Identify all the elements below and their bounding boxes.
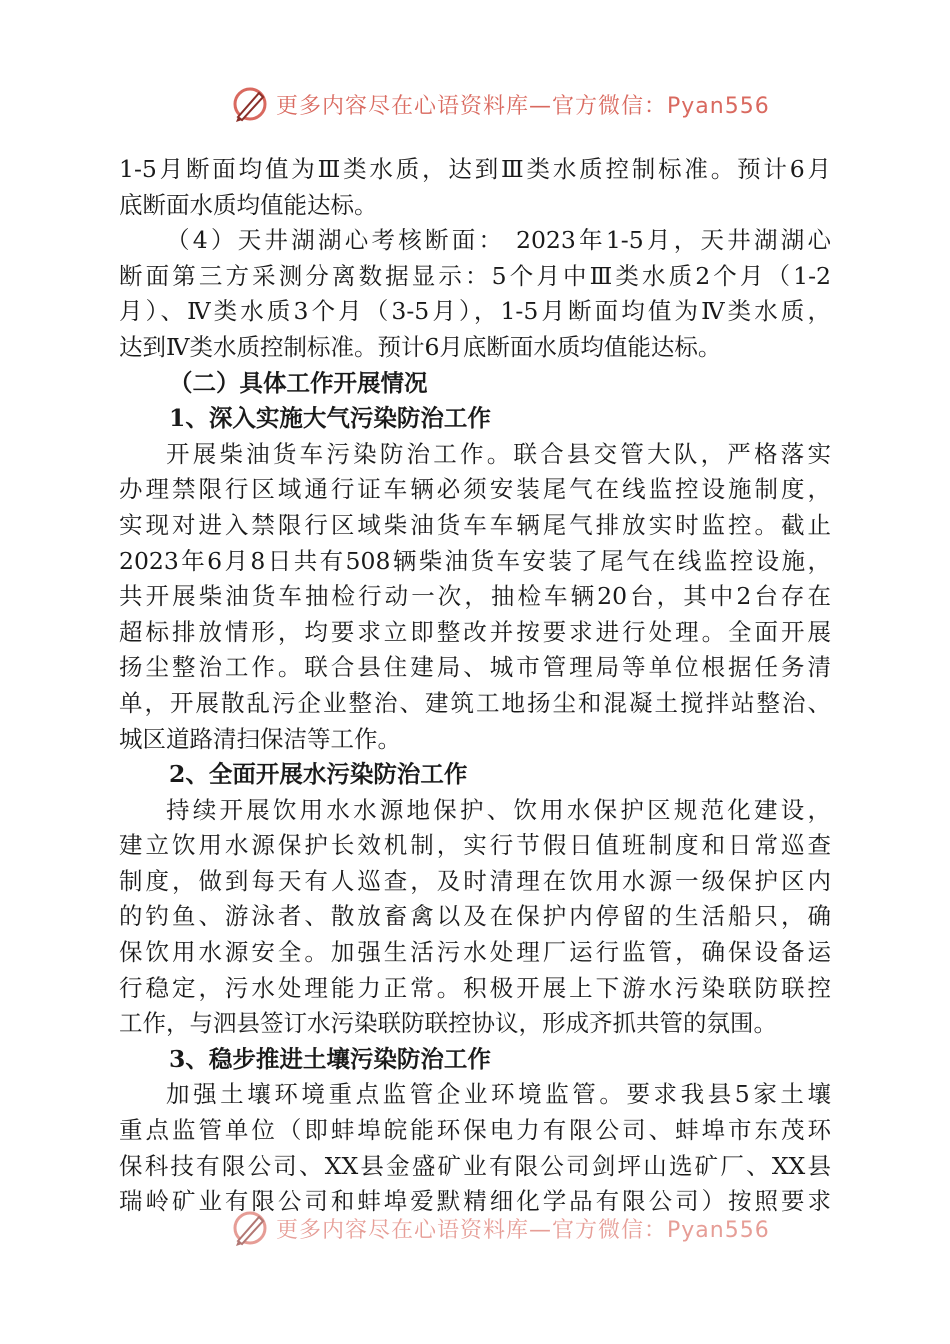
subsection-heading: 1、深入实施大气污染防治工作 xyxy=(169,404,491,433)
paragraph-line: 达到Ⅳ类水质控制标准。预计6月底断面水质均值能达标。 xyxy=(119,332,722,361)
paragraph-line: 开展柴油货车污染防治工作。联合县交管大队，严格落实 xyxy=(166,439,831,468)
paragraph-line: 的钓鱼、游泳者、散放畜禽以及在保护内停留的生活船只，确 xyxy=(119,902,831,931)
watermark-text: 更多内容尽在心语资料库—官方微信：Pyan556 xyxy=(276,1217,770,1243)
paragraph-line: 办理禁限行区域通行证车辆必须安装尾气在线监控设施制度， xyxy=(119,475,831,504)
paragraph-line: 加强土壤环境重点监管企业环境监管。要求我县5家土壤 xyxy=(166,1080,831,1109)
subsection-heading: 3、稳步推进土壤污染防治工作 xyxy=(169,1044,491,1073)
paragraph-line: 共开展柴油货车抽检行动一次，抽检车辆20台，其中2台存在 xyxy=(119,582,831,611)
paragraph-line: 超标排放情形，均要求立即整改并按要求进行处理。全面开展 xyxy=(119,617,831,646)
paragraph-line: 单，开展散乱污企业整治、建筑工地扬尘和混凝土搅拌站整治、 xyxy=(119,688,831,717)
paragraph-line: （4）天井湖湖心考核断面： 2023年1-5月，天井湖湖心 xyxy=(166,226,831,255)
header-watermark xyxy=(230,84,770,124)
footer-watermark xyxy=(230,1208,770,1248)
paragraph-line: 重点监管单位（即蚌埠皖能环保电力有限公司、蚌埠市东茂环 xyxy=(119,1116,831,1145)
paragraph-line: 城区道路清扫保洁等工作。 xyxy=(119,724,401,753)
paragraph-line: 工作，与泗县签订水污染联防联控协议，形成齐抓共管的氛围。 xyxy=(119,1009,777,1038)
pen-logo-icon xyxy=(230,1208,270,1248)
paragraph-line: 1-5月断面均值为Ⅲ类水质，达到Ⅲ类水质控制标准。预计6月 xyxy=(119,155,831,183)
paragraph-line: 建立饮用水源保护长效机制，实行节假日值班制度和日常巡查 xyxy=(119,831,831,860)
section-heading: （二）具体工作开展情况 xyxy=(169,368,428,397)
paragraph-line: 瑞岭矿业有限公司和蚌埠爱默精细化学品有限公司）按照要求 xyxy=(119,1187,831,1216)
watermark-text: 更多内容尽在心语资料库—官方微信：Pyan556 xyxy=(276,93,770,119)
paragraph-line: 扬尘整治工作。联合县住建局、城市管理局等单位根据任务清 xyxy=(119,653,831,682)
paragraph-line: 持续开展饮用水水源地保护、饮用水保护区规范化建设， xyxy=(166,795,831,824)
paragraph-line: 保饮用水源安全。加强生活污水处理厂运行监管，确保设备运 xyxy=(119,938,831,967)
paragraph-line: 行稳定，污水处理能力正常。积极开展上下游水污染联防联控 xyxy=(119,973,831,1002)
pen-logo-icon xyxy=(230,84,270,124)
paragraph-line: 制度，做到每天有人巡查，及时清理在饮用水源一级保护区内 xyxy=(119,866,831,895)
paragraph-line: 保科技有限公司、XX县金盛矿业有限公司剑坪山选矿厂、XX县 xyxy=(119,1151,831,1180)
paragraph-line: 月）、Ⅳ类水质3个月（3-5月），1-5月断面均值为Ⅳ类水质， xyxy=(119,297,831,326)
paragraph-line: 底断面水质均值能达标。 xyxy=(119,190,378,219)
document-body xyxy=(119,152,831,1220)
subsection-heading: 2、全面开展水污染防治工作 xyxy=(169,760,468,789)
paragraph-line: 2023年6月8日共有508辆柴油货车安装了尾气在线监控设施， xyxy=(119,546,831,575)
paragraph-line: 断面第三方采测分离数据显示：5个月中Ⅲ类水质2个月（1-2 xyxy=(119,261,831,290)
paragraph-line: 实现对进入禁限行区域柴油货车车辆尾气排放实时监控。截止 xyxy=(119,510,831,539)
